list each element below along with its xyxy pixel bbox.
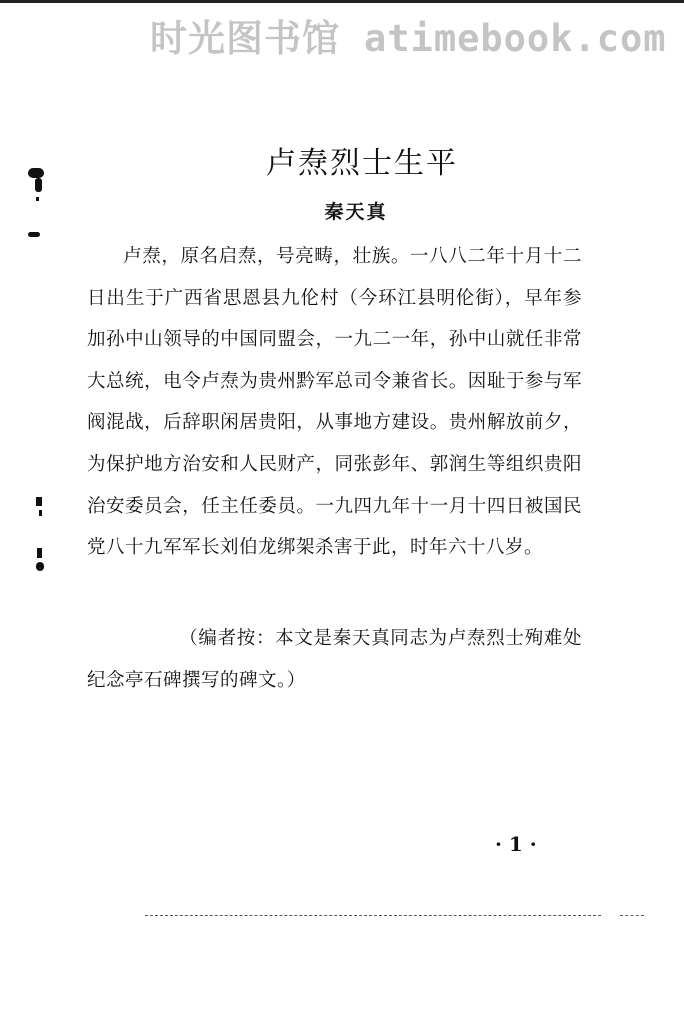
editor-note-text: （编者按：本文是秦天真同志为卢焘烈士殉难处纪念亭石碑撰写的碑文。） xyxy=(87,628,582,691)
top-border-line xyxy=(0,0,684,3)
scan-speck xyxy=(36,562,44,571)
editor-note xyxy=(87,618,582,702)
article-author: 秦天真 xyxy=(324,201,388,223)
scan-speck xyxy=(28,232,40,237)
watermark xyxy=(150,8,684,62)
article-body xyxy=(87,236,582,569)
page-number: · 1 · xyxy=(495,832,537,856)
watermark-english: atimebook.com xyxy=(364,17,667,60)
footer-divider-fragment xyxy=(620,915,644,916)
article-title: 卢焘烈士生平 xyxy=(266,146,458,181)
watermark-chinese: 时光图书馆 xyxy=(150,17,340,60)
scan-speck xyxy=(36,497,42,506)
article-body-text: 卢焘，原名启焘，号亮畴，壮族。一八八二年十月十二日出生于广西省思恩县九伦村（今环江县明伦街），早年参加孙中山领导的中国同盟会，一九二一年，孙中山就任非常大总统，电令卢焘为贵州黔军总司令兼省长。因耻于参与军阀混战，后辞职闲居贵阳，从事地方建设。贵州解放前夕，为保护地方治安和人民财产，同张彭年、郭润生等组织贵阳治安委员会，任主任委员。一九四九年十一月十四日被国民党八十九军军长刘伯龙绑架杀害于此，时年六十八岁。 xyxy=(87,246,582,559)
scan-speck xyxy=(39,510,42,516)
scan-speck xyxy=(37,548,42,558)
footer-divider xyxy=(145,915,601,916)
